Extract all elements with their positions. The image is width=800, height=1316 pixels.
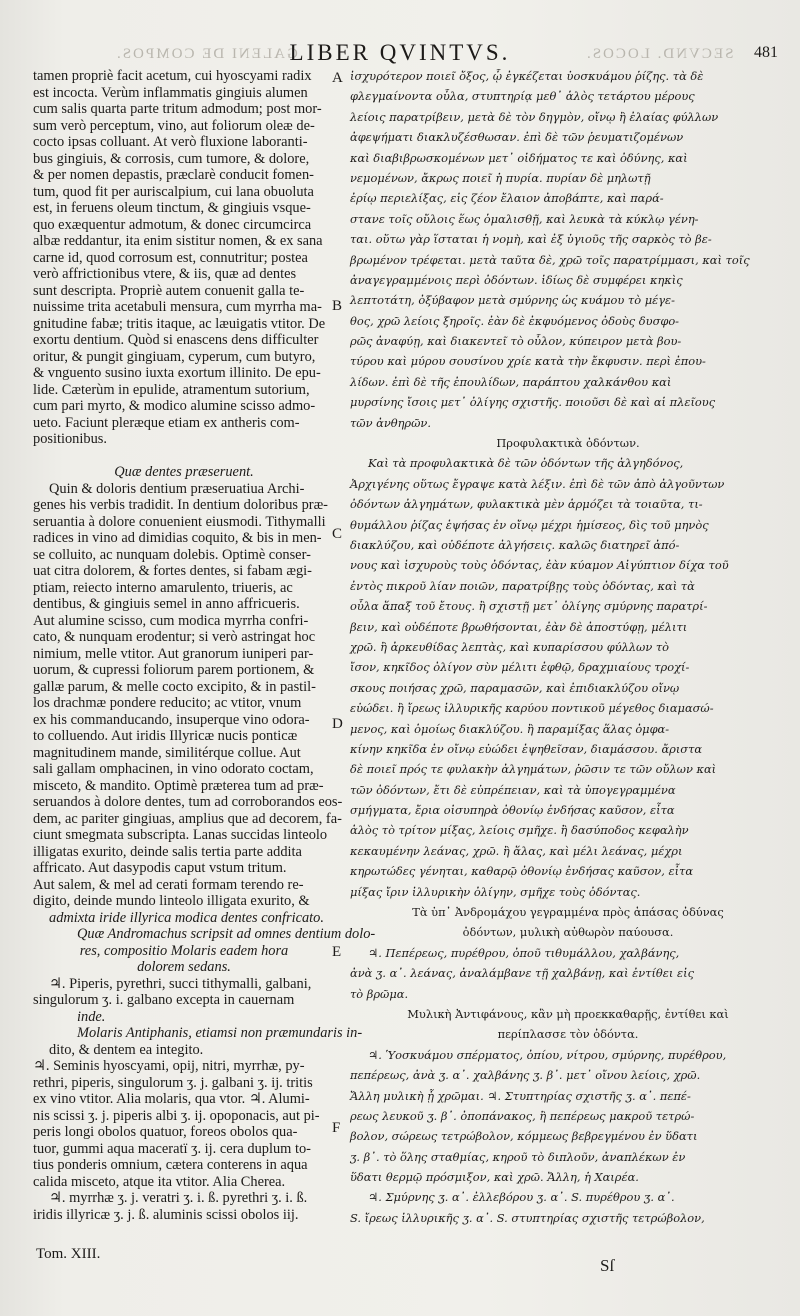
greek-line: μυρσίνης ἴσοις μετ᾽ ὀλίγης σχιστῆς. ποιοῦσι δὲ καὶ αἱ πλεῖους bbox=[350, 395, 716, 410]
greek-line: μενος, καὶ ὁμοίως διακλύζου. ἢ παραμίξας ἅλας ὀμφα- bbox=[350, 721, 670, 736]
greek-line: νεμομένων, ἄκρως ποιεῖ ἡ πυρία. πυρίαν δὲ μηλωτῇ bbox=[350, 170, 651, 185]
greek-line: χρῶ. ἢ ἀρκευθίδας λεπτὰς, καὶ κυπαρίσσου φύλλων τὸ bbox=[350, 639, 670, 654]
greek-line: Καὶ τὰ προφυλακτικὰ δὲ τῶν ὀδόντων τῆς ἀλγηδόνος, bbox=[368, 456, 684, 471]
latin-line: ♃. Piperis, pyrethri, succi tithymalli, galbani, bbox=[49, 975, 312, 992]
greek-line: οὖλα ἅπαξ τοῦ ἔτους. ἢ σχιστῇ μετ᾽ ὀλίγης σμύρνης παρατρί- bbox=[350, 599, 708, 614]
latin-line: nimium, melle vtitor. Aut granorum iuniperi par- bbox=[33, 645, 314, 662]
latin-line: quo exæquentur admotum, & donec circumcirca bbox=[33, 216, 312, 233]
latin-line: ♃. Seminis hyoscyami, opij, nitri, myrrhæ, py- bbox=[33, 1058, 305, 1074]
latin-line: affricato. Aut dasypodis caput vstum tritum. bbox=[33, 860, 287, 876]
greek-line: περίπλασσε τὸν ὀδόντα. bbox=[497, 1027, 639, 1042]
latin-line: ciunt smegmata subscripta. Lanas succidas linteolo bbox=[33, 827, 328, 843]
latin-line: to colluendo. Aut iridis Illyricæ nucis ponticæ bbox=[33, 728, 298, 744]
latin-line: inde. bbox=[77, 1008, 106, 1025]
margin-letter-d: D bbox=[332, 716, 343, 732]
volume-mark: Tom. XIII. bbox=[36, 1246, 101, 1262]
margin-letter-c: C bbox=[332, 526, 343, 542]
bleed-through-text-right: SECVND. LOCOS. bbox=[585, 46, 734, 62]
latin-line: carne id, quod corrosum est, connutritur; postea bbox=[33, 249, 308, 266]
latin-line: iridis illyricæ ʒ. j. ß. aluminis scissi obolos iij. bbox=[33, 1206, 299, 1223]
greek-line: S. ἴρεως ἰλλυρικῆς ʒ. α᾽. S. στυπτηρίας σχιστῆς τετρώβολον, bbox=[350, 1210, 705, 1225]
latin-line: cum salis quarta parte tritum admodum; post mor- bbox=[33, 101, 322, 117]
latin-line: tius ponderis omnium, cætera conterens in aqua bbox=[33, 1157, 308, 1173]
margin-letter-b: B bbox=[332, 298, 343, 314]
greek-line: τύρου καὶ μύρου σουσίνου χρίε κατὰ τὴν ἔκφυσιν. περὶ ἐπου- bbox=[350, 354, 706, 369]
latin-line: radices in vino ad dimidias coquito, & bis in men- bbox=[33, 530, 322, 546]
signature-mark: Sſ bbox=[600, 1256, 615, 1275]
greek-line: λείοις παρατρίβειν, μετὰ δὲ τὸν δηγμὸν, οἴνῳ ἢ ἐλαίας φύλλων bbox=[350, 109, 719, 124]
greek-line: νους καὶ ἰσχυροὺς τοὺς ὀδόντας, ἐὰν κύαμον Αἰγύπτιον δίχα τοῦ bbox=[350, 558, 729, 573]
greek-line: στανε τοῖς οὔλοις ἕως ὁμαλισθῇ, καὶ λευκὰ τὰ κύκλῳ γένη- bbox=[350, 211, 699, 226]
latin-line: tamen propriè facit acetum, cui hyoscyami radix bbox=[33, 68, 312, 84]
greek-line: Ἄλλη μυλικὴ ᾗ χρῶμαι. ♃. Στυπτηρίας σχιστῆς ʒ. α᾽. πεπέ- bbox=[350, 1088, 691, 1103]
greek-line: ἴσον, κηκῖδος ὀλίγον σὺν μέλιτι ἑφθῷ, δραχμιαίους τροχί- bbox=[350, 660, 690, 675]
latin-line: peris longi obolos quatuor, foreos obolos qua- bbox=[33, 1124, 298, 1140]
greek-line: ♃. Σμύρνης ʒ. α᾽. ἐλλεβόρου ʒ. α᾽. S. πυρέθρου ʒ. α᾽. bbox=[368, 1190, 675, 1205]
latin-line: tum, quod fit per auriscalpium, cui lana obuoluta bbox=[33, 183, 314, 200]
latin-line: ex his commanducando, insuperque vino odora- bbox=[33, 711, 310, 728]
latin-line: Aut salem, & mel ad cerati formam terendo re- bbox=[33, 876, 304, 893]
latin-line: singulorum ʒ. i. galbano excepta in cauernam bbox=[33, 992, 295, 1008]
latin-line: illigatas exurito, deinde salis tertia parte addita bbox=[33, 843, 302, 860]
latin-line: gallæ parum, & melle cocto excipito, & in pastil- bbox=[33, 678, 316, 695]
latin-line: sum verò perceptum, vino, aut foliorum oleæ de- bbox=[33, 117, 315, 134]
greek-line: ὕδατι θερμῷ πρόσμιξον, καὶ χρῶ. Ἄλλη, ἡ Χαιρέα. bbox=[350, 1170, 639, 1185]
greek-line: βρωμένον τρέφεται. μετὰ ταῦτα δὲ, χρῶ τοῖς παρατρίμμασι, καὶ τοῖς bbox=[350, 252, 750, 267]
greek-line: τῶν ἀνθηρῶν. bbox=[350, 415, 431, 430]
latin-line: seruantia à dolore conuenient eiusmodi. Tithymalli bbox=[33, 513, 326, 530]
greek-line: σκους ποιήσας χρῶ, παραμασῶν, καὶ ἐπιδιακλύζου οἴνῳ bbox=[350, 680, 680, 695]
greek-line: ʒ. β᾽. τὸ ὅλης σταθμίας, κηροῦ τὸ διπλοῦν, ἀναπλέκων ἐν bbox=[350, 1149, 686, 1164]
greek-line: ἐρίῳ περιελίξας, εἰς ζέον ἔλαιον ἀποβάπτε, καὶ παρά- bbox=[350, 191, 664, 206]
latin-line: uat citra dolorem, & fortes dentes, si fabam ægi- bbox=[33, 563, 312, 579]
greek-line: ♃. Ὑοσκυάμου σπέρματος, ὀπίου, νίτρου, σμύρνης, πυρέθρου, bbox=[368, 1047, 727, 1062]
greek-line: δὲ ποιεῖ πρός τε φυλακὴν ἀλγημάτων, ῥῶσιν τε τῶν οὔλων καὶ bbox=[350, 762, 717, 777]
latin-line: sali gallam omphacinen, in vino odorato coctam, bbox=[33, 761, 314, 777]
latin-line: Quin & doloris dentium præseruatiua Archi- bbox=[49, 480, 305, 497]
latin-line: sunt descripta. Propriè autem conuenit galla te- bbox=[33, 282, 305, 299]
latin-line: & per nomen depastis, præclarè conducit fomen- bbox=[33, 167, 314, 183]
latin-line: admixta iride illyrica modica dentes confricato. bbox=[49, 909, 324, 926]
latin-line: cato, & nunquam erodentur; si verò astringat hoc bbox=[33, 629, 316, 645]
greek-line: ἀναγεγραμμένοις περὶ ὀδόντων. ἰδίως δὲ συμφέρει κηκὶς bbox=[350, 272, 683, 287]
latin-line: Quæ Andromachus scripsit ad omnes dentium dolo- bbox=[77, 926, 376, 942]
greek-line: ἰσχυρότερον ποιεῖ ὄξος, ᾧ ἐγκέζεται ὑοσκυάμου ῥίζης. τὰ δὲ bbox=[350, 69, 704, 83]
latin-line: ♃. myrrhæ ʒ. j. veratri ʒ. i. ß. pyrethri ʒ. i. ß. bbox=[49, 1190, 308, 1206]
latin-line: cum pari myrto, & modico alumine scisso admo- bbox=[33, 398, 316, 414]
latin-line: gnitudine fabæ; tritis itaque, ac læuigatis vtitor. De bbox=[33, 315, 326, 332]
latin-line: calida misceto, atque ita vtitor. Alia Cherea. bbox=[33, 1173, 286, 1190]
latin-line: lide. Cæterùm in epulide, atramentum sutorium, bbox=[33, 381, 310, 398]
latin-line: nis scissi ʒ. j. piperis albi ʒ. ij. opoponacis, aut pi- bbox=[33, 1107, 320, 1124]
latin-line: misceto, & mandito. Optimè præterea tum ad præ- bbox=[33, 777, 324, 794]
latin-line: & vnguento susino iuxta exortum illinito. De epu- bbox=[33, 365, 321, 381]
greek-line: ὀδόντων ἀλγημάτων, φυλακτικὰ μὲν ἁρμόζει τὰ τοιαῦτα, τι- bbox=[350, 497, 703, 512]
greek-line: Τὰ ὑπ᾽ Ἀνδρομάχου γεγραμμένα πρὸς ἁπάσας ὀδύνας bbox=[412, 905, 724, 920]
greek-line: ρεως λευκοῦ ʒ. β᾽. ὀποπάνακος, ἢ πεπέρεως μακροῦ τετρώ- bbox=[350, 1108, 695, 1123]
margin-letter-f: F bbox=[332, 1120, 341, 1136]
latin-line: los drachmæ pondere reducito; ac vtitor, vnum bbox=[33, 695, 302, 711]
page-number: 481 bbox=[754, 44, 778, 61]
greek-line: φλεγμαίνοντα οὖλα, στυπτηρίᾳ μεθ᾽ ἁλὸς τετάρτου μέρους bbox=[350, 89, 695, 104]
greek-line: Ἀρχιγένης οὕτως ἔγραψε κατὰ λέξιν. ἐπὶ δὲ τῶν ἀπὸ ἀλγοῦντων bbox=[350, 476, 725, 491]
margin-letter-a: A bbox=[332, 70, 343, 86]
latin-line: nuissime trita acetabuli mensura, cum myrrha ma- bbox=[33, 299, 322, 315]
latin-line: ex vino vtitor. Alia molaris, qua vtor. ♃. Alumi- bbox=[33, 1091, 310, 1107]
greek-line: πεπέρεως, ἀνὰ ʒ. α᾽. χαλβάνης ʒ. β᾽. μετ᾽ οἴνου λείοις, χρῶ. bbox=[350, 1068, 701, 1083]
greek-line: ται. οὕτω γὰρ ἵσταται ἡ νομὴ, καὶ ἐξ ὑγιοῦς τῆς σαρκὸς τὸ βε- bbox=[350, 232, 712, 247]
latin-line: dolorem sedans. bbox=[137, 959, 231, 975]
latin-line: Molaris Antiphanis, etiamsi non præmundaris in- bbox=[77, 1025, 363, 1041]
greek-line: λεπτοτάτη, ὀξύβαφον μετὰ σμύρνης ὡς κυάμου τὸ μέγε- bbox=[350, 293, 675, 308]
greek-line: τὸ βρῶμα. bbox=[350, 986, 409, 1001]
greek-line: μίξας ἴριν ἰλλυρικὴν ὀλίγην, σμῆχε τοὺς ὀδόντας. bbox=[350, 884, 641, 899]
latin-line: albæ reddantur, ita enim sistitur nomen, & ex sana bbox=[33, 233, 323, 249]
latin-line: se colluito, ac nunquam dolebis. Optimè conser- bbox=[33, 546, 311, 563]
greek-line: ὀδόντων, μυλικὴ αὐθωρὸν παύουσα. bbox=[462, 925, 674, 940]
greek-line: κηρωτώδες γένηται, καθαρῷ ὀθονίῳ ἐνδήσας καῦσον, εἶτα bbox=[350, 864, 694, 879]
latin-line: exortu dentium. Quòd si enascens dens difficulter bbox=[33, 332, 319, 348]
latin-line: ptiam, reiecto interno amarulento, triueris, ac bbox=[33, 579, 293, 596]
greek-line: θος, χρῶ λείοις ξηροῖς. ἐὰν δὲ ἐκφυόμενος ὀδοὺς δυσφο- bbox=[350, 313, 680, 328]
greek-line: διακλύζου, καὶ οὐδέποτε ἀλγήσεις. καλῶς διατηρεῖ ἀπό- bbox=[350, 537, 680, 552]
latin-line: magnitudinem mande, similitérque collue. Aut bbox=[33, 744, 301, 761]
latin-line: tuor, gummi aqua maceratï ʒ. ij. cera duplum to- bbox=[33, 1140, 311, 1157]
page-title: LIBER QVINTVS. bbox=[289, 40, 511, 65]
greek-line: βολον, σώρεως τετρώβολον, κόμμεως βεβρεγμένου ἐν ὕδατι bbox=[350, 1129, 698, 1144]
greek-line: σμήγματα, ἔρια οἰσυπηρὰ ὀθονίῳ ἐνδήσας καῦσον, εἶτα bbox=[350, 803, 675, 818]
latin-line: ueto. Faciunt pleræque etiam ex antheris com- bbox=[33, 414, 300, 431]
greek-line: βειν, καὶ οὐδέποτε βρωθήσονται, ἐὰν δὲ ἀποστύφῃ, μέλιτι bbox=[350, 619, 688, 634]
latin-line: seruandos à dolore dentes, tum ad corroborandos eos- bbox=[33, 794, 343, 810]
greek-line: εὐώδει. ἢ ἴρεως ἰλλυρικῆς καρύου ποντικοῦ μέγεθος διαμασώ- bbox=[350, 701, 714, 716]
greek-column bbox=[350, 66, 786, 1246]
greek-line: Προφυλακτικὰ ὀδόντων. bbox=[496, 436, 640, 451]
latin-line: est, in feruens oleum tinctum, & gingiuis vsque- bbox=[33, 200, 311, 216]
greek-line: ἁλὸς τὸ τρίτον μίξας, λείοις σμῆχε. ἢ δασύποδος κεφαλὴν bbox=[350, 823, 689, 838]
greek-line: ἀφεψήματι διακλυζέσθωσαν. ἐπὶ δὲ τῶν ῥευματιζομένων bbox=[350, 130, 684, 145]
latin-line: Quæ dentes præseruent. bbox=[114, 464, 254, 480]
latin-line: bus gingiuis, & corrosis, cum tumore, & dolore, bbox=[33, 150, 310, 167]
greek-line: ἀνὰ ʒ. α᾽. λεάνας, ἀναλάμβανε τῇ χαλβάνῃ, καὶ ἐντίθει εἰς bbox=[350, 966, 694, 981]
latin-line bbox=[33, 448, 335, 465]
margin-letter-e: E bbox=[332, 944, 342, 960]
latin-column bbox=[33, 68, 376, 1248]
latin-line: Aut alumine scisso, cum modica myrrha confri- bbox=[33, 612, 309, 629]
latin-line: res, compositio Molaris eadem hora bbox=[79, 942, 289, 959]
latin-line: est incocta. Verùm inflammatis gingiuis alumen bbox=[33, 84, 308, 101]
greek-line: καὶ διαβιβρωσκομένων μετ᾽ οἰδήματος τε καὶ ὀδύνης, καὶ bbox=[350, 150, 688, 165]
latin-line: dem, ac pariter gingiuas, amplius que ad decorem, fa- bbox=[33, 810, 342, 827]
margin-section-letters bbox=[332, 68, 352, 1248]
greek-line: ♃. Πεπέρεως, πυρέθρου, ὀποῦ τιθυμάλλου, χαλβάνης, bbox=[368, 945, 680, 960]
greek-line: ἐντὸς πικροῦ λίαν ποιῶν, παρατρίβῃς τοὺς ὀδόντας, καὶ τὰ bbox=[350, 578, 695, 593]
greek-line: κεκαυμένην λεάνας, χρῶ. ἢ ἅλας, καὶ μέλι λεάνας, μέχρι bbox=[350, 843, 683, 858]
greek-line: κίνην κηκῖδα ἐν οἴνῳ εὐώδει ἑψηθεῖσαν, διαμάσσου. ἄριστα bbox=[350, 741, 703, 756]
latin-line: verò affrictionibus vtere, & iis, quæ ad dentes bbox=[33, 266, 297, 282]
latin-line: rethri, piperis, singulorum ʒ. j. galbani ʒ. ij. tritis bbox=[33, 1074, 313, 1091]
latin-line: oritur, & pungit gingiuam, cyperum, cum butyro, bbox=[33, 348, 316, 365]
latin-line: dito, & dentem ea integito. bbox=[49, 1041, 204, 1058]
bleed-through-text-left: GALENI DE COMPOS. bbox=[115, 46, 298, 62]
greek-line: ρῶς ἀναφύῃ, καὶ διακεντεῖ τὸ οὖλον, κύπειρον μετὰ βου- bbox=[350, 334, 682, 349]
latin-line: dentibus, & gingiuis semel in anno affricueris. bbox=[33, 596, 300, 612]
greek-line: θυμάλλου ῥίζας ἑψήσας ἐν οἴνῳ μέχρι ἡμίσεος, δὶς τοῦ μηνὸς bbox=[350, 517, 709, 532]
latin-line: positionibus. bbox=[33, 431, 107, 447]
latin-line: uorum, & cupressi foliorum parem portionem, & bbox=[33, 662, 315, 678]
latin-line: cocto ipsas colluant. At verò fluxione laboranti- bbox=[33, 134, 308, 150]
latin-line: genes his verbis tradidit. In dentium doloribus præ- bbox=[33, 497, 328, 513]
greek-line: Μυλικὴ Ἀντιφάνους, κἂν μὴ προεκκαθαρῇς, ἐντίθει καὶ bbox=[407, 1006, 729, 1021]
greek-line: λίδων. ἐπὶ δὲ τῆς ἐπουλίδων, παράπτου χαλκάνθου καὶ bbox=[350, 374, 672, 389]
greek-line: τῶν ὀδόντων, ἔτι δὲ εὐπρέπειαν, καὶ τὰ ὑπογεγραμμένα bbox=[350, 782, 676, 797]
latin-line: digito, deinde mundo linteolo illigata exurito, & bbox=[33, 893, 310, 909]
